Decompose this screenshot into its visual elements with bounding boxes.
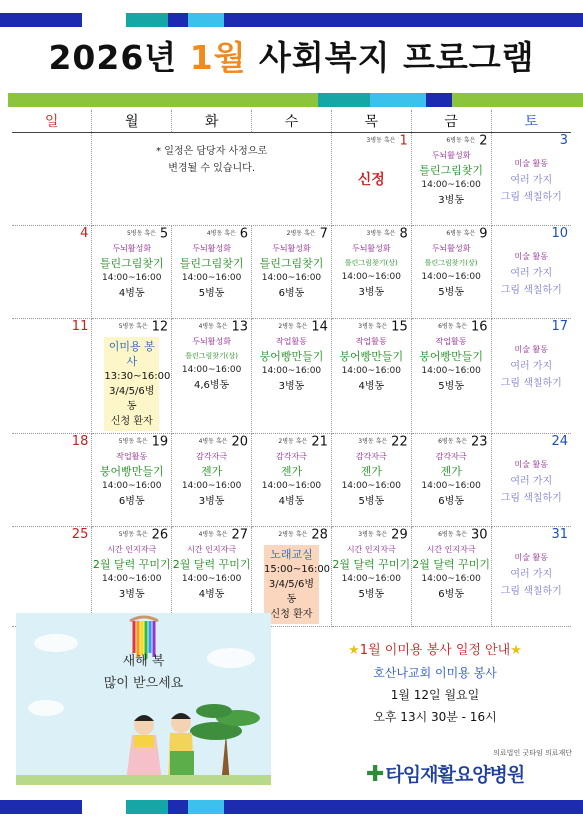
sat-category: 미술 활동 <box>514 159 549 168</box>
ward-label: 2병동 혹은 <box>278 531 308 538</box>
program-name: 틀린그림찾기 <box>419 164 484 177</box>
program-name: 틀린그림찾기 <box>259 257 324 270</box>
day-number: 15 <box>391 319 408 335</box>
program-name: 젠가 <box>200 465 223 478</box>
child-girl-icon <box>126 715 162 781</box>
title-month: 1월 <box>189 38 247 77</box>
new-year-banner <box>16 613 271 785</box>
day-cell-sat <box>491 133 571 226</box>
program-name: 틀린그림찾기 <box>99 257 164 270</box>
star-icon: ★ <box>510 643 522 658</box>
top-stripe-teal <box>126 13 168 27</box>
weekday-thu: 목 <box>331 110 411 133</box>
volunteer-info <box>300 640 570 728</box>
program-time: 14:00~16:00 <box>341 366 401 376</box>
top-stripe-blue2 <box>224 13 583 27</box>
sat-category: 미술 활동 <box>514 252 549 261</box>
program-time: 14:00~16:00 <box>261 273 322 283</box>
activity-category: 작업활동 <box>355 337 387 346</box>
day-number: 18 <box>71 434 89 449</box>
mid-stripe-teal <box>318 93 370 107</box>
day-cell <box>252 527 332 627</box>
sat-line-1: 여러 가지 <box>510 569 553 580</box>
sat-category: 미술 활동 <box>514 345 549 354</box>
ward-label: 6병동 혹은 <box>446 137 476 144</box>
program-ward: 4병동 <box>358 381 385 392</box>
ward-label: 5병동 혹은 <box>118 438 148 445</box>
activity-category: 두뇌활성화 <box>351 244 391 253</box>
activity-category: 두뇌활성화 <box>192 244 231 253</box>
holiday-label: 신정 <box>357 172 385 188</box>
title-year: 2026년 <box>48 38 178 77</box>
day-cell <box>12 434 92 527</box>
program-time: 14:00~16:00 <box>421 574 481 584</box>
event-time: 15:00~16:00 <box>264 564 331 575</box>
day-number: 31 <box>551 527 568 542</box>
top-stripe-sky <box>188 13 224 27</box>
day-number: 1 <box>399 133 408 149</box>
weeks-body <box>12 226 571 627</box>
day-cell <box>252 434 332 527</box>
program-ward: 4병동 <box>278 496 305 507</box>
sat-line-1: 여러 가지 <box>510 476 553 487</box>
special-event <box>104 337 171 431</box>
hospital-name: 타임재활요양병원 <box>385 764 525 786</box>
day-cell <box>411 434 491 527</box>
program-time: 14:00~16:00 <box>102 481 162 491</box>
day-number: 20 <box>231 434 249 450</box>
program-time: 14:00~16:00 <box>102 574 162 584</box>
notice-line-1: * 일정은 담당자 사정으로 <box>156 146 268 157</box>
page-title <box>0 32 583 79</box>
day-cell <box>92 527 172 627</box>
day-cell <box>92 226 172 319</box>
day-number: 9 <box>479 226 488 242</box>
info-time: 오후 13시 30분 - 16시 <box>373 710 497 724</box>
program-ward: 5병동 <box>438 287 464 298</box>
program-time: 14:00~16:00 <box>421 272 481 282</box>
notice-line-2: 변경될 수 있습니다. <box>168 163 256 174</box>
day-cell <box>252 226 332 319</box>
ward-label: 4병동 혹은 <box>206 230 236 237</box>
day-number: 3 <box>559 133 568 148</box>
activity-category: 시간 인지자극 <box>187 545 237 554</box>
activity-category: 시간 인지자극 <box>346 545 396 554</box>
day-cell <box>172 226 252 319</box>
event-wards: 3/4/5/6병동 <box>268 579 315 605</box>
ward-label: 5병동 혹은 <box>118 531 148 538</box>
event-wards: 3/4/5/6병동 <box>109 386 155 412</box>
bottom-stripe-sky <box>188 800 224 814</box>
special-event <box>264 545 331 624</box>
day-cell-sat <box>491 527 571 627</box>
program-time: 14:00~16:00 <box>181 574 242 584</box>
ward-label: 2병동 혹은 <box>286 230 316 237</box>
activity-category: 두뇌활성화 <box>272 244 311 253</box>
day-number: 24 <box>551 434 568 449</box>
day-number: 6 <box>239 226 249 242</box>
mid-stripe-green <box>8 93 318 107</box>
tree-icon <box>190 704 260 785</box>
week-row-4 <box>12 434 571 527</box>
program-ward: 5병동 <box>198 288 225 299</box>
day-cell <box>411 226 491 319</box>
program-name: 2월 달력 꾸미기 <box>172 558 251 571</box>
program-ward: 6병동 <box>438 496 464 507</box>
day-cell <box>12 226 92 319</box>
weekday-sun: 일 <box>12 110 92 133</box>
event-target: 신청 환자 <box>270 609 313 620</box>
info-headline-text: 1월 이미용 봉사 일정 안내 <box>359 643 511 658</box>
activity-category: 두뇌활성화 <box>431 244 471 253</box>
day-number: 17 <box>551 319 568 334</box>
day-number: 16 <box>471 319 488 335</box>
day-cell <box>172 319 252 434</box>
weekday-tue: 화 <box>172 110 252 133</box>
bottom-stripe-blue <box>0 800 82 814</box>
week-row-3 <box>12 319 571 434</box>
program-ward: 3병동 <box>358 287 385 298</box>
program-time: 14:00~16:00 <box>421 366 481 376</box>
program-name: 2월 달력 꾸미기 <box>92 558 171 571</box>
day-number: 29 <box>391 527 408 543</box>
day-cell <box>92 319 172 434</box>
program-ward: 6병동 <box>278 288 305 299</box>
program-ward: 3병동 <box>438 195 464 206</box>
ward-label: 3병동 혹은 <box>358 531 388 538</box>
weekday-header <box>12 110 571 133</box>
program-time: 14:00~16:00 <box>102 273 162 283</box>
program-name: 틀린그림찾기 <box>179 257 244 270</box>
program-name: 붕어빵만들기 <box>339 350 404 363</box>
ward-label: 3병동 혹은 <box>358 323 388 330</box>
day-cell-sat <box>491 434 571 527</box>
sat-line-2: 그림 색칠하기 <box>500 378 562 389</box>
program-ward: 4,6병동 <box>193 380 230 391</box>
cross-logo-icon: ✚ <box>366 762 384 787</box>
program-time: 14:00~16:00 <box>181 365 242 375</box>
ward-label: 3병동 혹은 <box>366 137 396 144</box>
program-name: 젠가 <box>280 465 303 478</box>
title-rest: 사회복지 프로그램 <box>259 38 535 77</box>
activity-category: 두뇌활성화 <box>112 244 152 253</box>
day-number: 14 <box>311 319 328 335</box>
program-name: 틀린그림찾기(상) <box>185 352 238 360</box>
activity-category: 감각자극 <box>435 452 467 461</box>
day-number: 30 <box>471 527 488 543</box>
day-number: 27 <box>231 527 249 543</box>
program-time: 14:00~16:00 <box>421 180 481 190</box>
sat-line-1: 여러 가지 <box>510 361 553 372</box>
bottom-stripe-navy <box>168 800 188 814</box>
top-stripe-navy <box>168 13 188 27</box>
ward-label: 5병동 혹은 <box>126 230 156 237</box>
program-time: 14:00~16:00 <box>341 272 401 282</box>
day-number: 8 <box>399 226 408 242</box>
ward-label: 6병동 혹은 <box>438 438 468 445</box>
day-cell <box>12 319 92 434</box>
sat-line-2: 그림 색칠하기 <box>500 285 562 296</box>
program-ward: 6병동 <box>118 496 145 507</box>
banner-illustration <box>16 613 271 785</box>
day-cell <box>12 527 92 627</box>
mid-stripe-navy <box>426 93 452 107</box>
program-ward: 3병동 <box>198 496 225 507</box>
program-ward: 5병동 <box>438 381 464 392</box>
activity-category: 감각자극 <box>196 452 228 461</box>
program-name: 붕어빵만들기 <box>99 465 164 478</box>
activity-category: 작업활동 <box>275 337 307 346</box>
program-time: 14:00~16:00 <box>421 481 481 491</box>
program-ward: 5병동 <box>358 496 385 507</box>
sat-line-2: 그림 색칠하기 <box>500 586 562 597</box>
activity-category: 감각자극 <box>275 452 307 461</box>
ward-label: 3병동 혹은 <box>366 230 396 237</box>
weekday-mon: 월 <box>92 110 172 133</box>
day-cell-empty <box>12 133 92 226</box>
day-cell <box>331 226 411 319</box>
day-number: 12 <box>151 319 169 335</box>
event-title: 노래교실 <box>270 548 313 561</box>
program-ward: 4병동 <box>198 589 225 600</box>
banner-line-2: 많이 받으세요 <box>103 676 184 691</box>
day-number: 5 <box>159 226 169 242</box>
day-number: 4 <box>80 226 89 241</box>
day-number: 23 <box>471 434 488 450</box>
program-time: 14:00~16:00 <box>181 481 242 491</box>
activity-category: 작업활동 <box>116 452 148 461</box>
day-cell <box>331 133 411 226</box>
activity-category: 두뇌활성화 <box>431 151 471 160</box>
day-cell <box>331 527 411 627</box>
mid-stripe-green2 <box>452 93 583 107</box>
ward-label: 2병동 혹은 <box>278 323 308 330</box>
sat-line-1: 여러 가지 <box>510 175 553 186</box>
banner-line-1: 새해 복 <box>122 654 165 669</box>
sat-line-1: 여러 가지 <box>510 268 553 279</box>
program-name: 2월 달력 꾸미기 <box>412 558 491 571</box>
day-number: 26 <box>151 527 169 543</box>
sat-line-2: 그림 색칠하기 <box>500 192 562 203</box>
program-time: 14:00~16:00 <box>261 481 322 491</box>
program-name: 2월 달력 꾸미기 <box>332 558 411 571</box>
event-time: 13:30~16:00 <box>104 371 171 382</box>
activity-category: 작업활동 <box>435 337 467 346</box>
week-row-5 <box>12 527 571 627</box>
program-ward: 3병동 <box>278 381 305 392</box>
program-time: 14:00~16:00 <box>181 273 242 283</box>
star-icon: ★ <box>348 643 360 658</box>
program-name: 틀린그림찾기(상) <box>424 259 478 267</box>
day-cell <box>411 527 491 627</box>
week-row-1 <box>12 133 571 226</box>
info-date: 1월 12일 월요일 <box>390 688 480 702</box>
day-number: 25 <box>71 527 89 542</box>
event-target: 신청 환자 <box>110 416 153 427</box>
day-cell <box>92 434 172 527</box>
bottom-stripe-teal <box>126 800 168 814</box>
day-number: 22 <box>391 434 408 450</box>
info-headline <box>300 640 570 662</box>
week-row-2 <box>12 226 571 319</box>
program-ward: 5병동 <box>358 589 385 600</box>
ward-label: 4병동 혹은 <box>198 531 228 538</box>
foundation-name: 의료법인 굿타임 의료재단 <box>493 749 572 757</box>
day-cell <box>411 319 491 434</box>
program-ward: 4병동 <box>118 288 145 299</box>
program-name: 붕어빵만들기 <box>259 350 324 363</box>
activity-category: 두뇌활성화 <box>192 337 231 346</box>
day-cell <box>331 434 411 527</box>
day-cell <box>331 319 411 434</box>
child-boy-icon <box>168 713 194 781</box>
program-name: 젠가 <box>360 465 382 478</box>
day-cell <box>172 434 252 527</box>
day-number: 7 <box>319 226 328 242</box>
info-org: 호산나교회 이미용 봉사 <box>373 666 497 680</box>
event-title: 이미용 봉사 <box>108 340 155 368</box>
program-name: 붕어빵만들기 <box>419 350 484 363</box>
ward-label: 4병동 혹은 <box>198 438 228 445</box>
notice-cell <box>92 133 332 226</box>
program-ward: 6병동 <box>438 589 464 600</box>
sat-category: 미술 활동 <box>514 553 549 562</box>
ward-label: 6병동 혹은 <box>438 323 468 330</box>
day-number: 2 <box>479 133 488 149</box>
weekday-sat: 토 <box>491 110 571 133</box>
bottom-stripe-blue2 <box>224 800 583 814</box>
day-cell <box>172 527 252 627</box>
activity-category: 시간 인지자극 <box>107 545 157 554</box>
banner-text <box>16 651 271 695</box>
activity-category: 감각자극 <box>355 452 387 461</box>
ward-label: 6병동 혹은 <box>438 531 468 538</box>
ward-label: 4병동 혹은 <box>198 323 228 330</box>
ward-label: 6병동 혹은 <box>446 230 476 237</box>
day-number: 13 <box>231 319 249 335</box>
program-ward: 3병동 <box>118 589 145 600</box>
mid-stripe-sky <box>370 93 426 107</box>
schedule-notice <box>92 133 331 177</box>
day-cell-sat <box>491 226 571 319</box>
weekday-wed: 수 <box>252 110 332 133</box>
weekday-fri: 금 <box>411 110 491 133</box>
program-name: 틀린그림찾기(상) <box>344 259 398 267</box>
ward-label: 3병동 혹은 <box>358 438 388 445</box>
calendar-table <box>12 110 571 627</box>
day-number: 21 <box>311 434 328 450</box>
sat-line-2: 그림 색칠하기 <box>500 493 562 504</box>
day-number: 11 <box>71 319 89 334</box>
day-cell-sat <box>491 319 571 434</box>
day-number: 28 <box>311 527 328 543</box>
program-time: 14:00~16:00 <box>341 481 401 491</box>
day-cell <box>252 319 332 434</box>
ward-label: 5병동 혹은 <box>118 323 148 330</box>
day-cell <box>411 133 491 226</box>
ward-label: 2병동 혹은 <box>278 438 308 445</box>
top-stripe-blue <box>0 13 82 27</box>
day-number: 19 <box>151 434 169 450</box>
program-time: 14:00~16:00 <box>261 366 322 376</box>
program-name: 젠가 <box>440 465 462 478</box>
hospital-logo <box>366 760 576 787</box>
activity-category: 시간 인지자극 <box>426 545 476 554</box>
sat-category: 미술 활동 <box>514 460 549 469</box>
program-time: 14:00~16:00 <box>341 574 401 584</box>
day-number: 10 <box>551 226 568 241</box>
